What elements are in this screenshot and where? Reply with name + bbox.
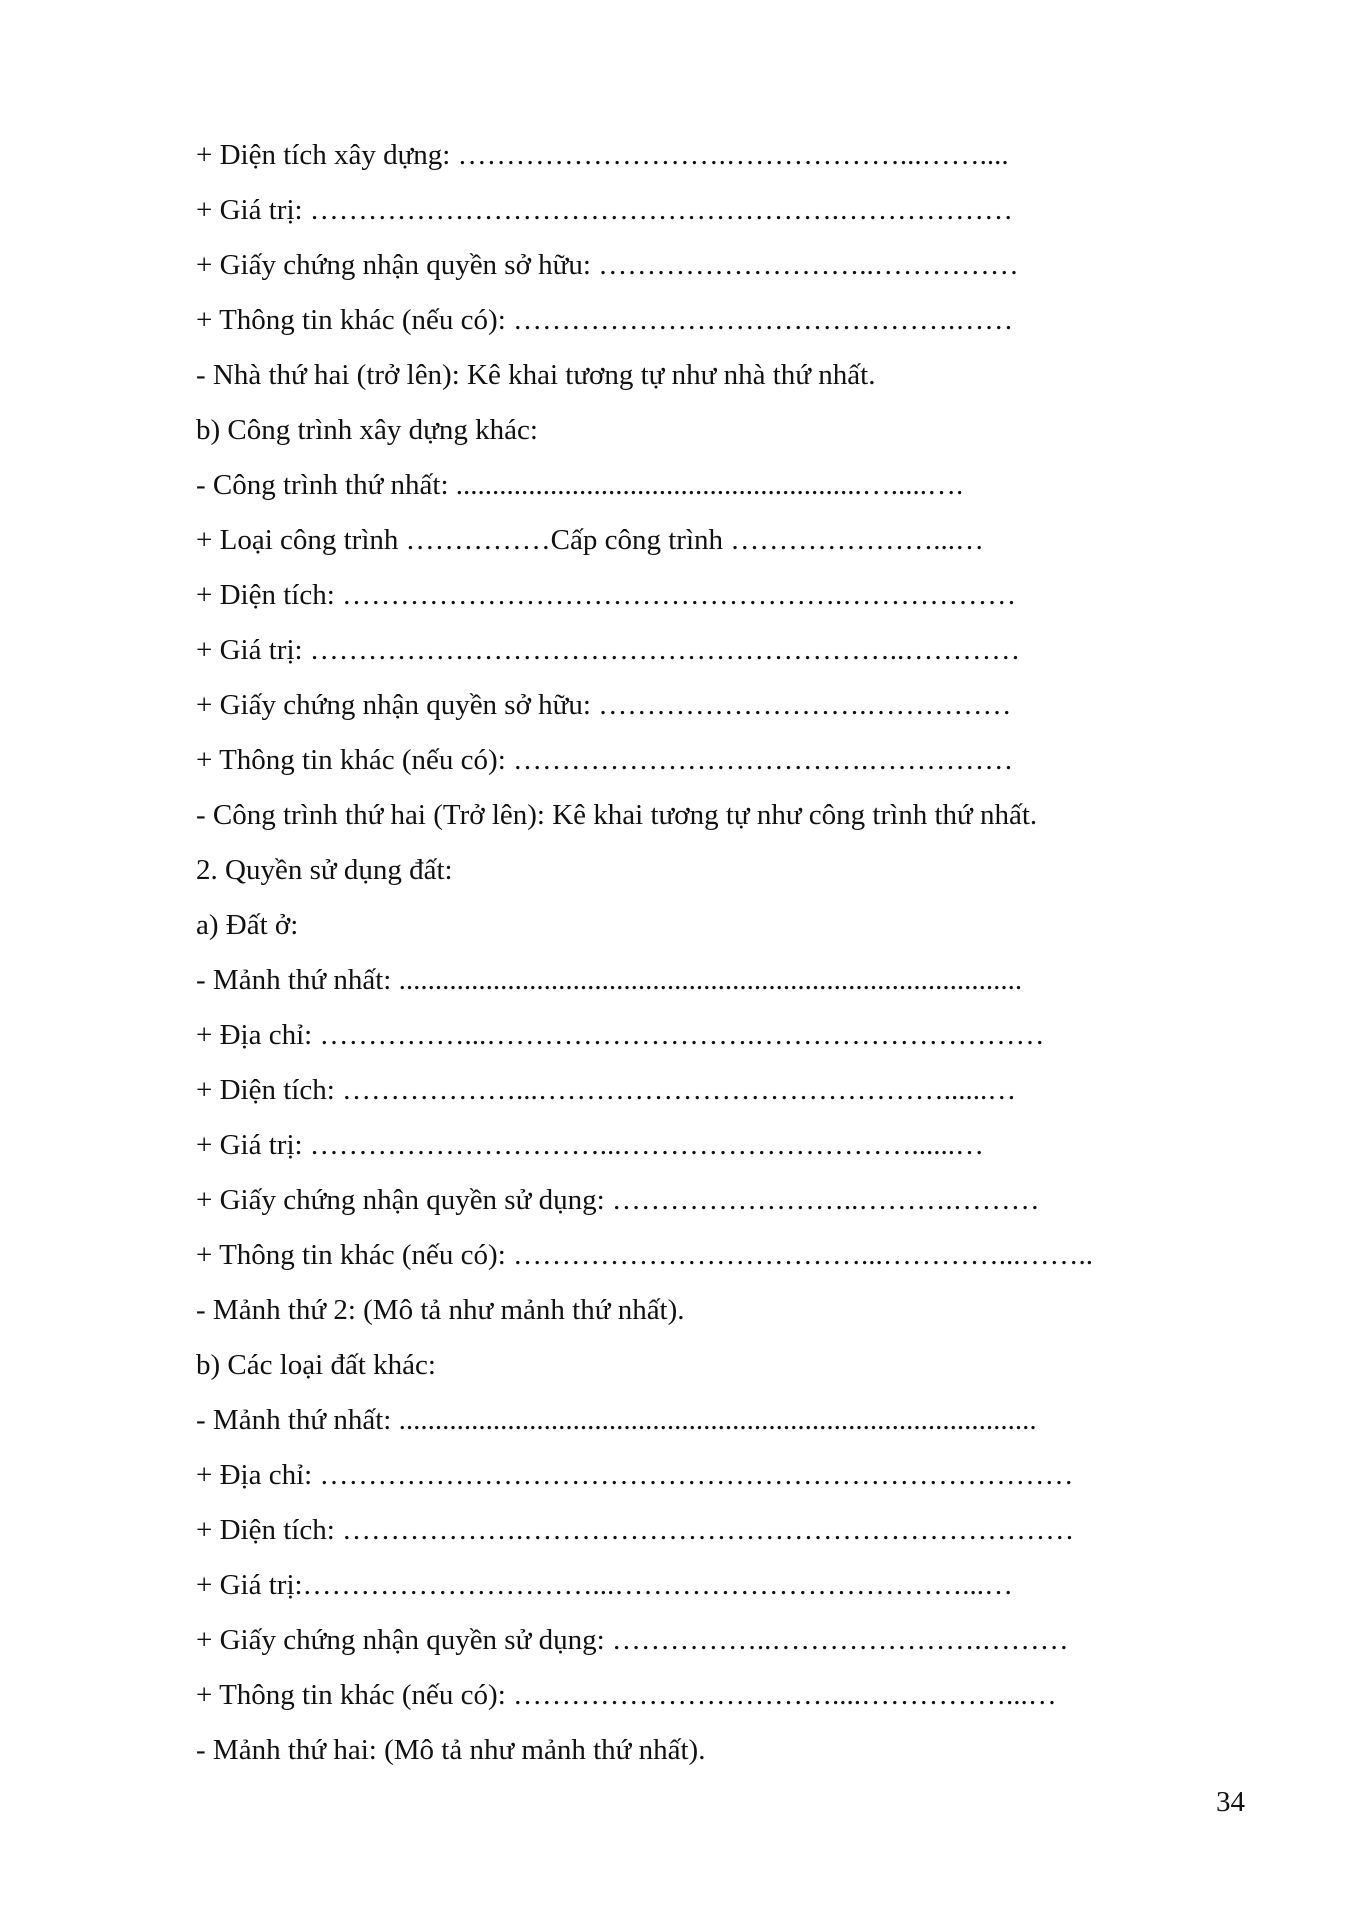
text-line: + Diện tích: ……………….………………………………………………… [196, 1514, 1075, 1546]
text-line: + Loại công trình ……………Cấp công trình …………………...… [196, 524, 984, 556]
text-line: - Mảnh thứ nhất: ........................................................................................ [196, 1404, 1037, 1436]
text-line: + Giá trị: …………………………...…………………………......… [196, 1129, 985, 1161]
text-line: - Mảnh thứ hai: (Mô tả như mảnh thứ nhất). [196, 1734, 706, 1766]
text-line: + Giấy chứng nhận quyền sử dụng: ……………………..……….……… [196, 1184, 1040, 1216]
text-line: - Công trình thứ nhất: ........................................................….....…. [196, 469, 964, 501]
text-line: + Giá trị:…………………………...………………………………...… [196, 1569, 1014, 1601]
text-line: + Diện tích: …………………………………………….……………… [196, 579, 1017, 611]
section-heading: b) Các loại đất khác: [196, 1349, 436, 1381]
text-line: + Giấy chứng nhận quyền sở hữu: ………………………..…………… [196, 249, 1019, 281]
section-heading: a) Đất ở: [196, 909, 299, 941]
text-line: + Thông tin khác (nếu có): ……………………………………….…… [196, 304, 1014, 336]
section-heading: b) Công trình xây dựng khác: [196, 414, 538, 446]
section-heading: 2. Quyền sử dụng đất: [196, 854, 453, 886]
text-line: - Mảnh thứ nhất: ...................................................................................... [196, 964, 1023, 996]
text-line: - Nhà thứ hai (trở lên): Kê khai tương tự như nhà thứ nhất. [196, 359, 876, 391]
text-line: + Giấy chứng nhận quyền sử dụng: ……………..………………….……… [196, 1624, 1069, 1656]
text-line: + Diện tích xây dựng: ……………………….………………...…….... [196, 139, 1009, 171]
text-line: + Diện tích: ………………...……………………………………......… [196, 1074, 1017, 1106]
page-number: 34 [1216, 1786, 1245, 1818]
document-body [196, 128, 1196, 1778]
text-line: + Giá trị: ……………………………………………………..………… [196, 634, 1021, 666]
text-line: + Thông tin khác (nếu có): ……………………………….…………… [196, 744, 1014, 776]
text-line: + Địa chỉ: ……………...……………………….………………………… [196, 1019, 1045, 1051]
text-line: + Thông tin khác (nếu có): ……………………………....……………...… [196, 1679, 1057, 1711]
text-line: - Mảnh thứ 2: (Mô tả như mảnh thứ nhất). [196, 1294, 685, 1326]
text-line: - Công trình thứ hai (Trở lên): Kê khai tương tự như công trình thứ nhất. [196, 799, 1038, 831]
text-line: + Địa chỉ: …………………………………………………………………… [196, 1459, 1074, 1491]
text-line: + Giấy chứng nhận quyền sở hữu: ……………………….…………… [196, 689, 1012, 721]
text-line: + Giá trị: ……………………………………………….……………… [196, 194, 1014, 226]
text-line: + Thông tin khác (nếu có): ………………………………...…………...…….. [196, 1239, 1094, 1271]
